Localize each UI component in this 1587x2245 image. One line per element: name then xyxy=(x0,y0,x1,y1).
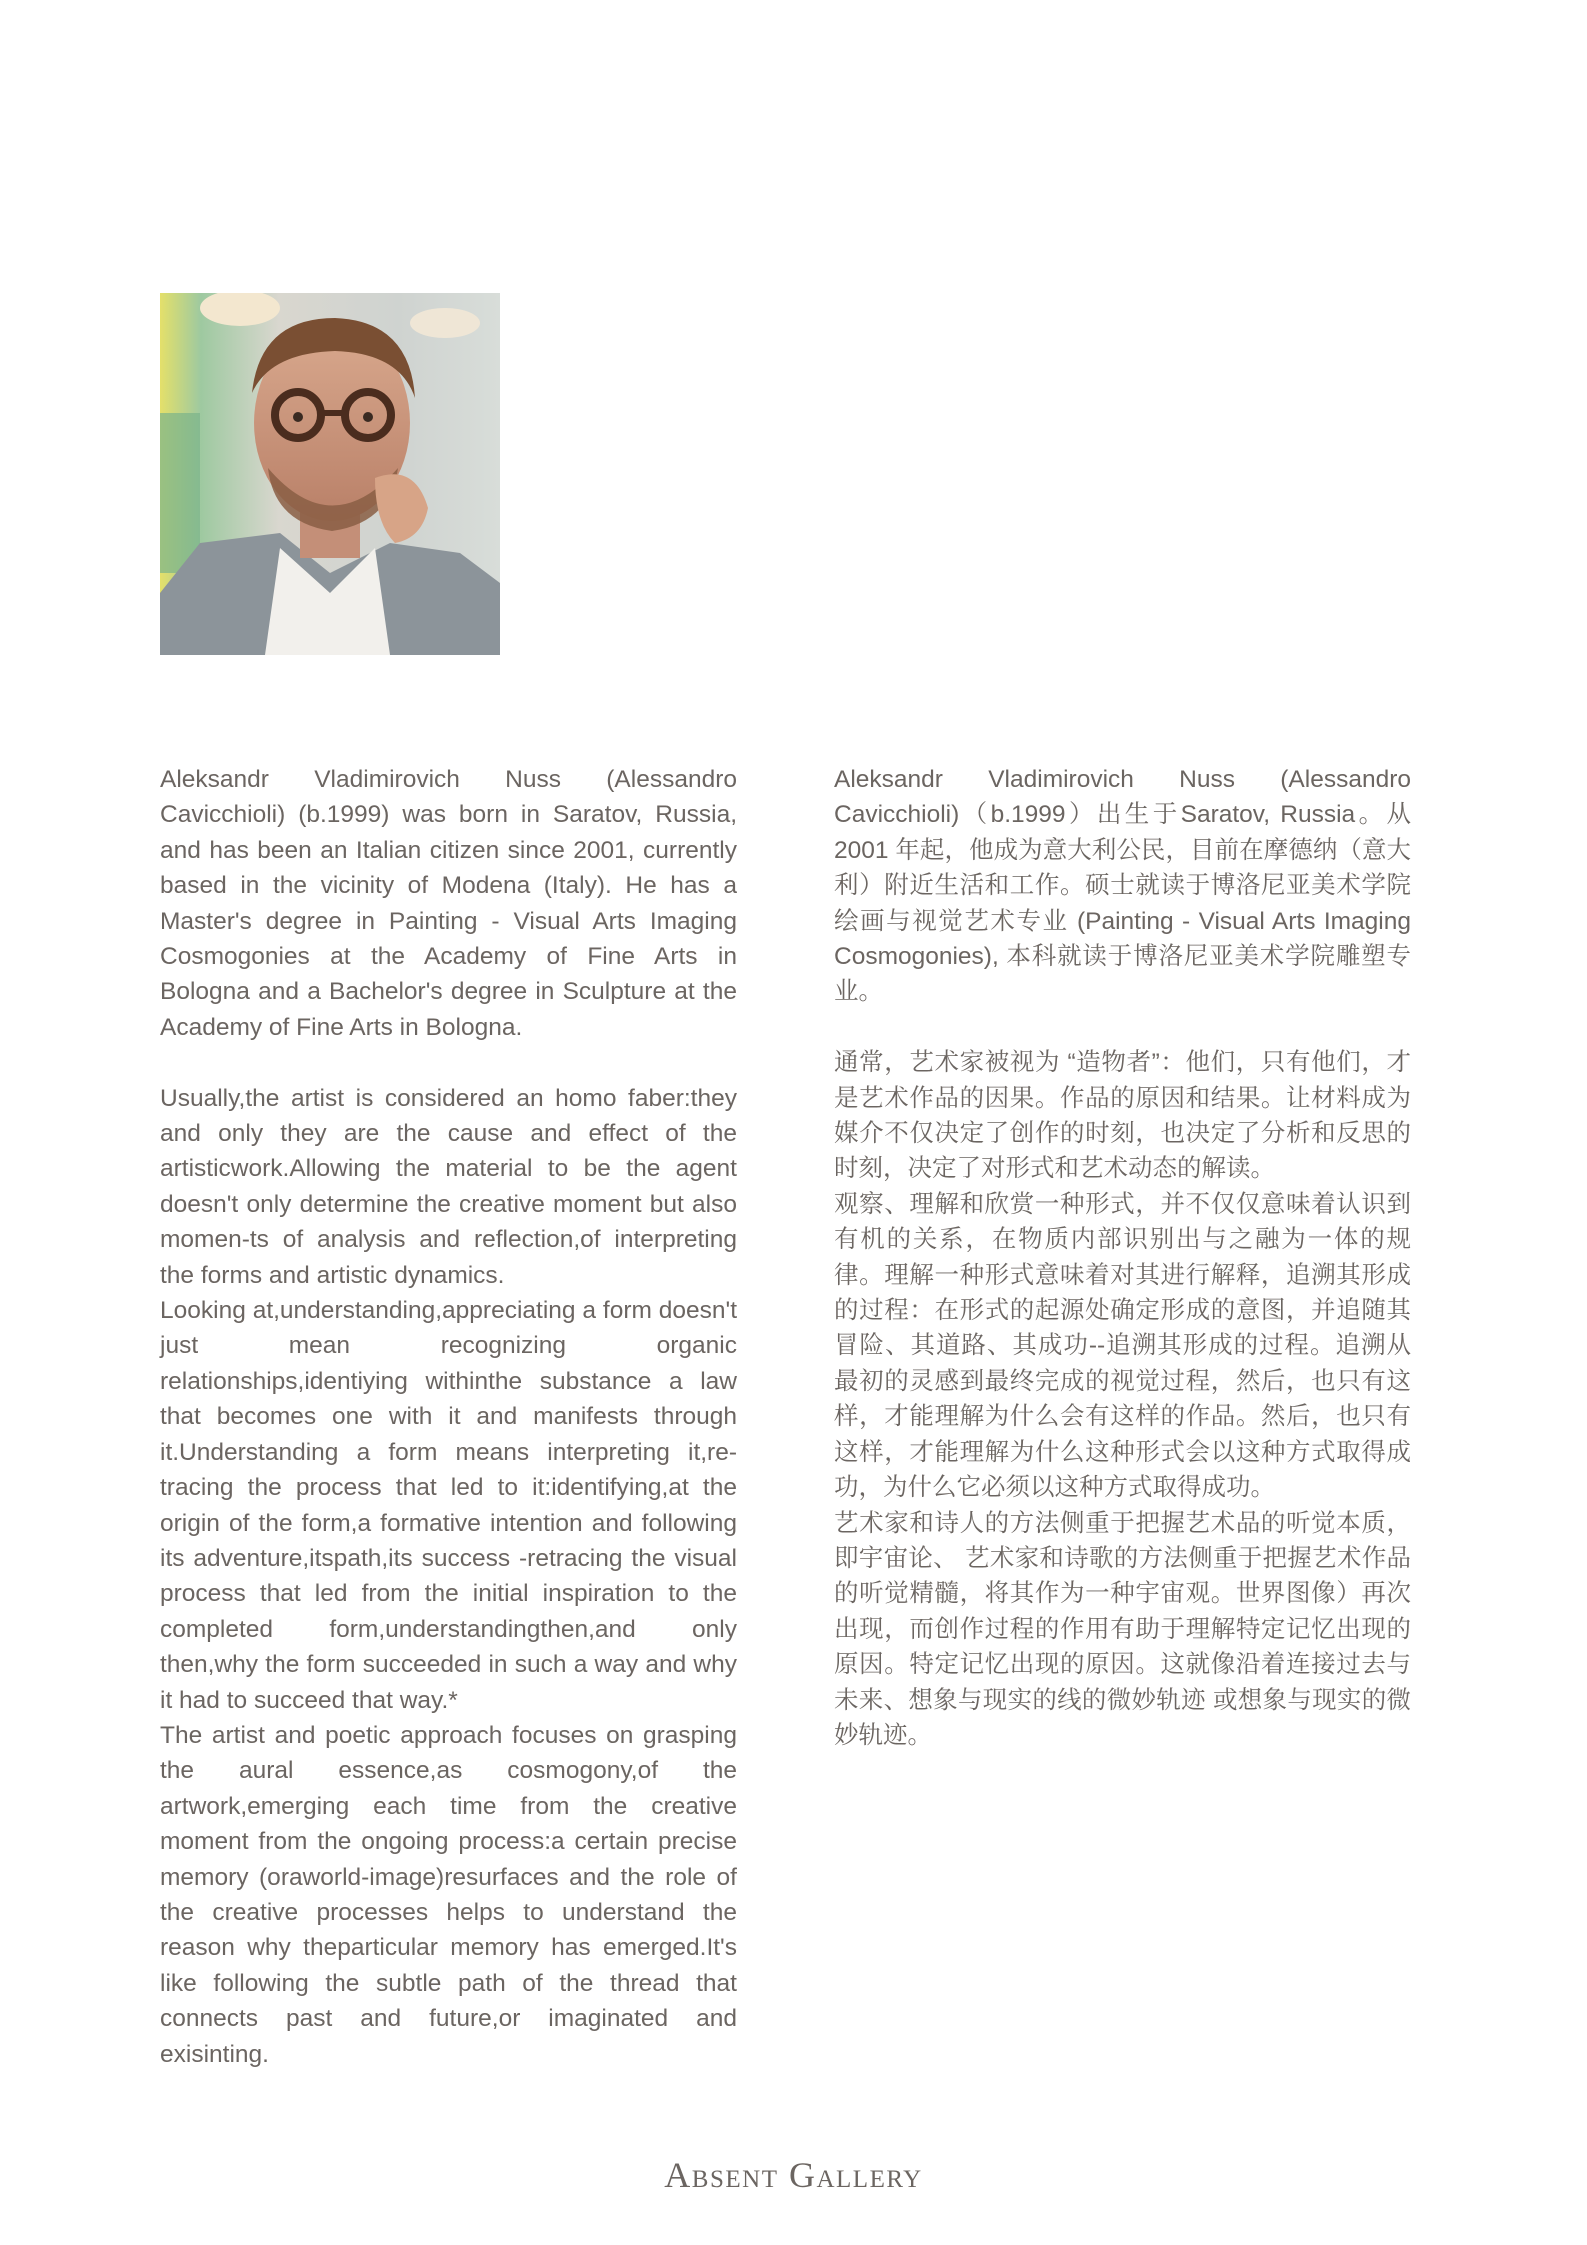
chinese-column xyxy=(834,762,1411,1753)
chinese-form-paragraph: 观察、理解和欣赏一种形式，并不仅仅意味着认识到有机的关系，在物质内部识别出与之融为一体的规律。理解一种形式意味着对其进行解释，追溯其形成的过程：在形式的起源处确定形成的意图，并追随其冒险、其道路、其成功--追溯其形成的过程。追溯从最初的灵感到最终完成的视觉过程，然后，也只有这样，才能理解为什么会有这样的作品。然后，也只有这样，才能理解为什么这种形式会以这种方式取得成功，为什么它必须以这种方式取得成功。 xyxy=(834,1190,1411,1502)
english-bio-paragraph: Aleksandr Vladimirovich Nuss (Alessandro Cavicchioli) (b.1999) was born in Saratov, Russia, and has been an Italian citizen since 2001, currently based in the vicinity of Modena (Italy). He has a Master's degree in Painting - Visual Arts Imaging Cosmogonies at the Academy of Fine Arts in Bologna and a Bachelor's degree in Sculpture at the Academy of Fine Arts in Bologna. xyxy=(160,766,737,1041)
english-column xyxy=(160,762,737,2072)
chinese-homo-faber-paragraph: 通常，艺术家被视为 “造物者”：他们，只有他们，才是艺术作品的因果。作品的原因和结果。让材料成为媒介不仅决定了创作的时刻，也决定了分析和反思的时刻，决定了对形式和艺术动态的解读。 xyxy=(834,1049,1411,1183)
english-homo-faber-paragraph: Usually,the artist is considered an homo faber:they and only they are the cause and effect of the artisticwork.Allowing the material to be the agent doesn't only determine the creative moment but also momen-ts of analysis and reflection,of interpreting the forms and artistic dynamics. xyxy=(160,1084,737,1289)
chinese-approach-paragraph: 艺术家和诗人的方法侧重于把握艺术品的听觉本质，即宇宙论、 艺术家和诗歌的方法侧重于把握艺术作品的听觉精髓，将其作为一种宇宙观。世界图像）再次出现，而创作过程的作用有助于理解特定记忆出现的原因。特定记忆出现的原因。这就像沿着连接过去与未来、想象与现实的线的微妙轨迹 或想象与现实的微妙轨迹。 xyxy=(834,1509,1411,1749)
portrait-image xyxy=(160,293,500,655)
english-form-paragraph: Looking at,understanding,appreciating a form doesn't just mean recognizing organic relationships,identiying withinthe substance a law that becomes one with it and manifests through it.Understanding a form means interpreting it,re-tracing the process that led to it:identifying,at the origin of the form,a formative intention and following its adventure,itspath,its success -retracing the visual process that led from the initial inspiration to the completed form,understandingthen,and only then,why the form succeeded in such a way and why it had to succeed that way.* xyxy=(160,1297,737,1714)
footer-brand: Absent Gallery xyxy=(664,2155,923,2195)
chinese-bio-paragraph: Aleksandr Vladimirovich Nuss (Alessandro Cavicchioli)（b.1999）出生于Saratov, Russia。从2001 年起，他成为意大利公民，目前在摩德纳（意大利）附近生活和工作。硕士就读于博洛尼亚美术学院绘画与视觉艺术专业 (Painting - Visual Arts Imaging Cosmogonies), 本科就读于博洛尼亚美术学院雕塑专业。 xyxy=(834,766,1411,1006)
artist-portrait xyxy=(160,293,500,655)
english-approach-paragraph: The artist and poetic approach focuses on grasping the aural essence,as cosmogony,of the artwork,emerging each time from the creative moment from the ongoing process:a certain precise memory (oraworld-image)resurfaces and the role of the creative processes helps to understand the reason why theparticular memory has emerged.It's like following the subtle path of the thread that connects past and future,or imaginated and exisinting. xyxy=(160,1721,737,2068)
